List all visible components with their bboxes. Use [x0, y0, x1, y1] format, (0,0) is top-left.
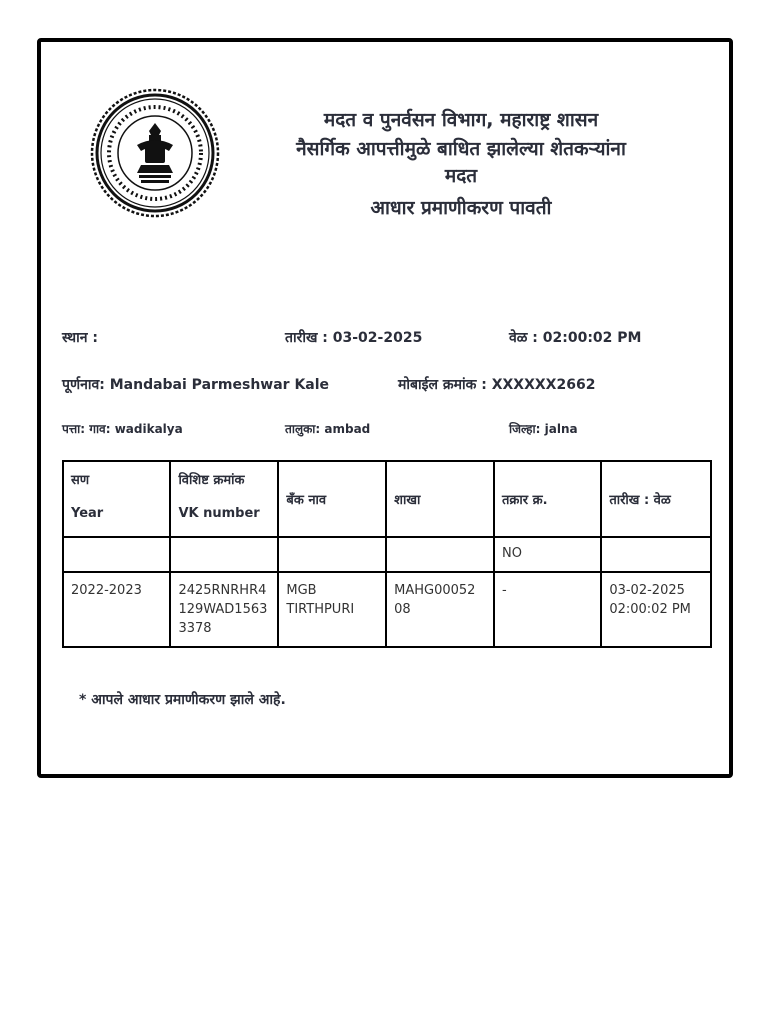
payment-table — [62, 460, 712, 648]
table-cell — [170, 537, 278, 572]
bank-name-cell: MGB TIRTHPURI — [278, 572, 386, 647]
date-field: तारीख : 03-02-2025 — [285, 330, 423, 346]
year-cell: 2022-2023 — [63, 572, 170, 647]
time-field: वेळ : 02:00:02 PM — [509, 330, 642, 346]
maharashtra-seal-emblem — [89, 87, 221, 219]
vk-number-cell: 2425RNRHR4 129WAD1563 3378 — [170, 572, 278, 647]
department-title: मदत व पुनर्वसन विभाग, महाराष्ट्र शासन — [323, 109, 599, 131]
receipt-title: आधार प्रमाणीकरण पावती — [370, 197, 552, 219]
complaint-cell: - — [494, 572, 601, 647]
header-date-time: तारीख : वेळ — [601, 461, 711, 537]
table-cell — [386, 537, 494, 572]
header-complaint-no: तक्रार क्र. — [494, 461, 601, 537]
date-time-cell: 03-02-2025 02:00:02 PM — [601, 572, 711, 647]
place-field: स्थान : — [62, 330, 98, 346]
branch-cell: MAHG00052 08 — [386, 572, 494, 647]
address-field: पत्ता: गाव: wadikalya — [62, 422, 183, 436]
header-bank-name: बँक नाव — [278, 461, 386, 537]
mobile-field: मोबाईल क्रमांक : XXXXXX2662 — [398, 377, 596, 393]
header-titles — [241, 106, 681, 223]
taluka-field: तालुका: ambad — [285, 422, 371, 436]
table-row — [63, 572, 711, 647]
table-cell: NO — [494, 537, 601, 572]
table-cell — [63, 537, 170, 572]
table-row — [63, 537, 711, 572]
header-year: सण Year — [63, 461, 170, 537]
header-branch: शाखा — [386, 461, 494, 537]
district-field: जिल्हा: jalna — [509, 422, 578, 436]
receipt-card — [37, 38, 733, 778]
scheme-title-continued: मदत — [444, 165, 478, 187]
table-cell — [601, 537, 711, 572]
authentication-success-note: * आपले आधार प्रमाणीकरण झाले आहे. — [79, 692, 286, 708]
table-cell — [278, 537, 386, 572]
scheme-title: नैसर्गिक आपत्तीमुळे बाधित झालेल्या शेतकऱ्यांना — [296, 138, 626, 160]
fullname-field: पूर्णनाव: Mandabai Parmeshwar Kale — [62, 377, 330, 393]
header-vk-number: विशिष्ट क्रमांक VK number — [170, 461, 278, 537]
table-header-row — [63, 461, 711, 537]
